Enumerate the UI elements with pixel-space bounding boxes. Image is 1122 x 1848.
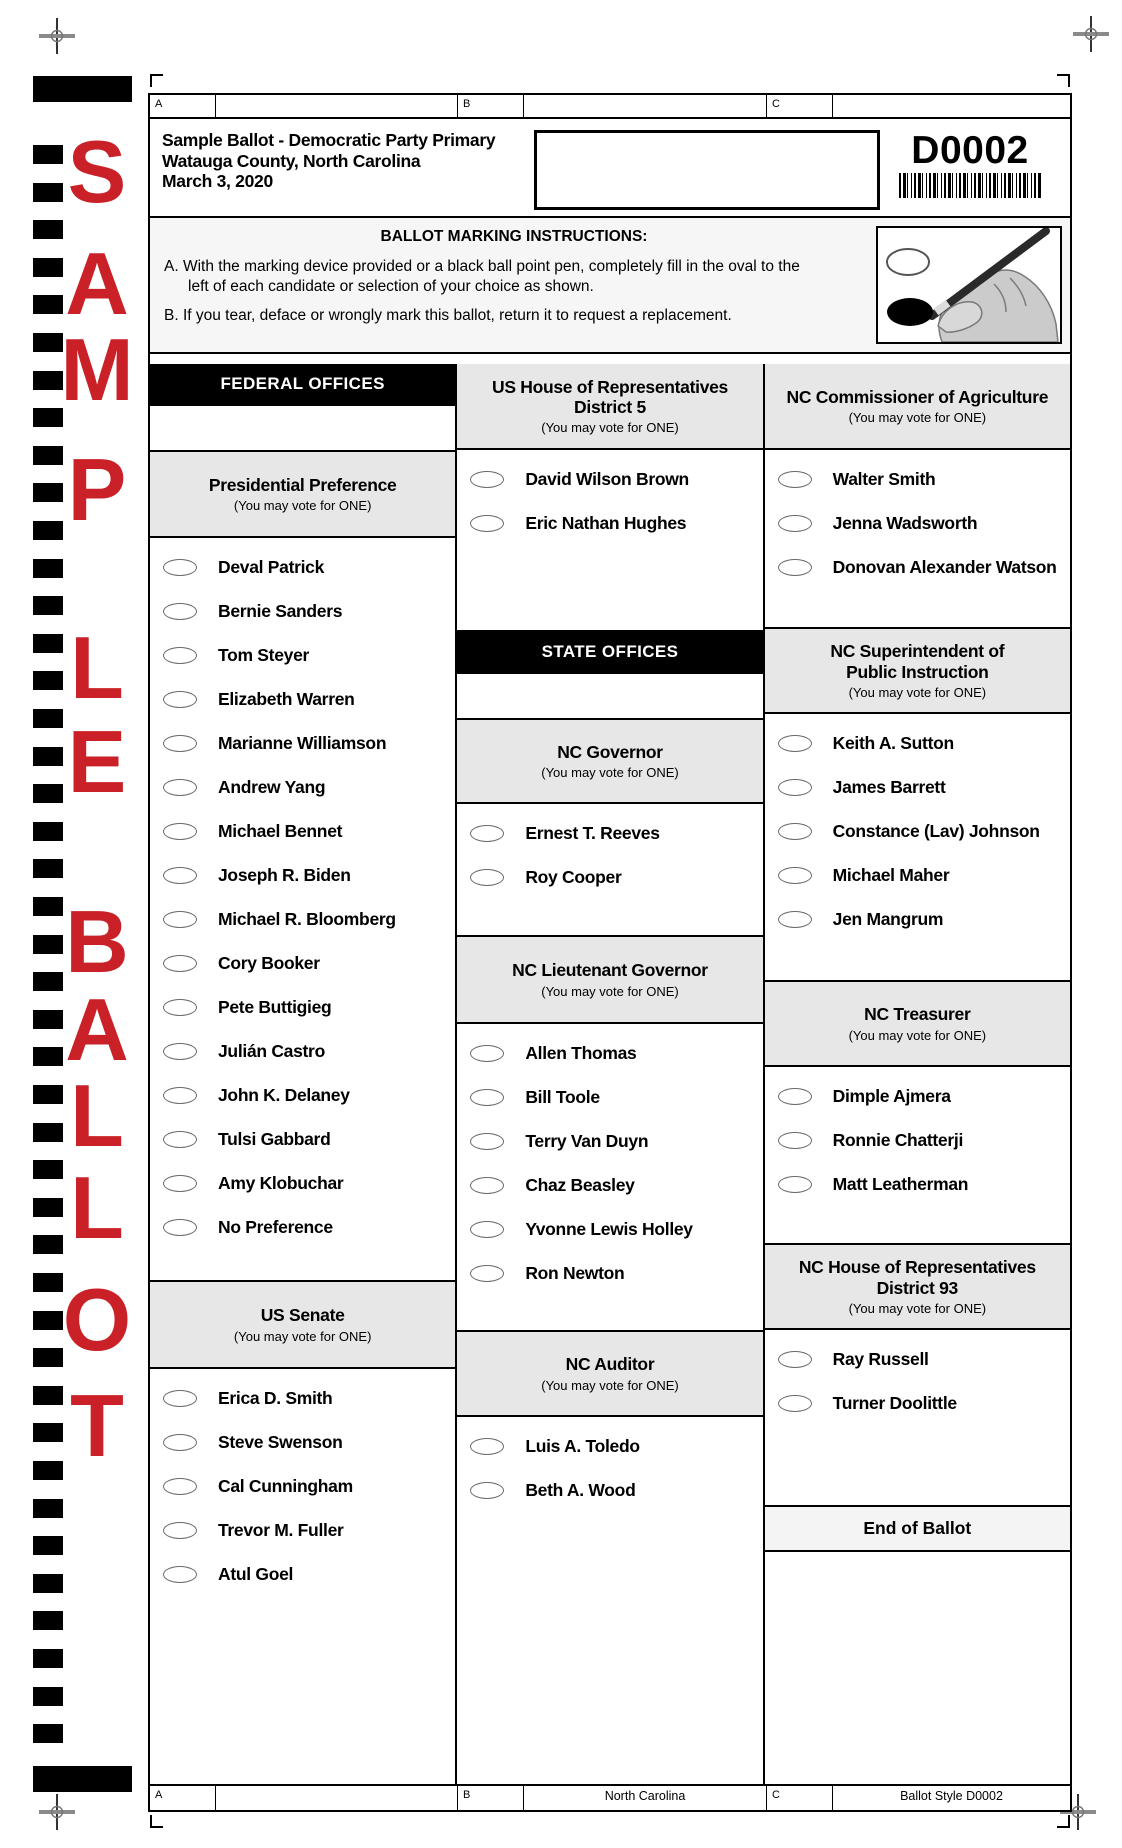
candidate-option[interactable] <box>457 1075 762 1119</box>
candidate-name: Constance (Lav) Johnson <box>832 820 1040 841</box>
ballot-oval[interactable] <box>778 1132 812 1149</box>
top-strip <box>150 95 1070 119</box>
instructions-text <box>164 224 876 348</box>
corner-mark-icon <box>150 74 163 87</box>
watermark-letter: A <box>65 234 127 333</box>
candidate-option[interactable] <box>150 1205 455 1249</box>
candidate-area <box>457 1024 762 1332</box>
ballot-oval[interactable] <box>163 1566 197 1583</box>
contest-header <box>457 1332 762 1417</box>
ballot-oval[interactable] <box>163 1390 197 1407</box>
registration-crosshair-icon <box>1073 16 1109 52</box>
ballot-oval[interactable] <box>778 1176 812 1193</box>
candidate-option[interactable] <box>150 545 455 589</box>
timing-mark <box>33 1123 63 1142</box>
candidate-name: Luis A. Toledo <box>525 1435 640 1456</box>
ballot-column <box>455 364 762 1784</box>
timing-mark <box>33 333 63 352</box>
timing-mark <box>33 220 63 239</box>
ballot-oval[interactable] <box>163 999 197 1016</box>
ballot-oval[interactable] <box>163 1522 197 1539</box>
ballot-oval[interactable] <box>470 1221 504 1238</box>
candidate-option[interactable] <box>150 765 455 809</box>
timing-mark <box>33 1273 63 1292</box>
contest-title: NC Governor <box>557 741 663 762</box>
ballot-oval[interactable] <box>778 515 812 532</box>
strip-cell <box>216 95 458 117</box>
candidate-option[interactable] <box>150 721 455 765</box>
ballot-oval[interactable] <box>778 779 812 796</box>
vote-for-note: (You may vote for ONE) <box>541 765 679 781</box>
vote-for-note: (You may vote for ONE) <box>233 498 372 514</box>
vote-for-note: (You may vote for ONE) <box>848 1300 987 1316</box>
candidate-option[interactable] <box>765 501 1070 545</box>
vote-for-note: (You may vote for ONE) <box>541 420 679 436</box>
candidate-name: Bill Toole <box>525 1086 600 1107</box>
candidate-option[interactable] <box>765 897 1070 941</box>
candidate-option[interactable] <box>150 1117 455 1161</box>
timing-mark <box>33 483 63 502</box>
candidate-name: Walter Smith <box>832 468 936 489</box>
section-header-bar <box>457 632 762 674</box>
contest-header <box>457 364 762 450</box>
empty-cell <box>150 406 455 452</box>
ballot-oval[interactable] <box>470 1265 504 1282</box>
ballot-oval[interactable] <box>163 1478 197 1495</box>
timing-mark <box>33 1724 63 1743</box>
ballot-oval[interactable] <box>163 1175 197 1192</box>
contest-title: NC Lieutenant Governor <box>512 960 708 981</box>
timing-mark <box>33 1499 63 1518</box>
candidate-name: Ron Newton <box>525 1262 625 1283</box>
candidate-option[interactable] <box>150 897 455 941</box>
candidate-area <box>457 450 762 632</box>
contest-grid <box>150 364 1070 1786</box>
candidate-name: Erica D. Smith <box>218 1387 333 1408</box>
ballot-oval[interactable] <box>778 1351 812 1368</box>
candidate-option[interactable] <box>457 457 762 501</box>
candidate-name: Amy Klobuchar <box>218 1172 344 1193</box>
registration-crosshair-icon <box>39 18 75 54</box>
candidate-option[interactable] <box>765 457 1070 501</box>
candidate-area <box>765 714 1070 982</box>
watermark-letter: E <box>67 712 125 811</box>
watermark-letter: O <box>62 1270 130 1369</box>
ballot-oval[interactable] <box>778 559 812 576</box>
candidate-name: Pete Buttigieg <box>218 996 332 1017</box>
timing-mark <box>33 1461 63 1480</box>
ballot-oval[interactable] <box>778 1395 812 1412</box>
ballot-title-line: Watauga County, North Carolina <box>162 150 421 171</box>
candidate-name: Keith A. Sutton <box>832 732 954 753</box>
ballot-oval[interactable] <box>163 559 197 576</box>
contest-title: US House of Representatives <box>491 376 728 397</box>
candidate-area <box>765 1330 1070 1507</box>
candidate-name: Jenna Wadsworth <box>832 512 978 533</box>
contest-title: District 5 <box>574 397 646 417</box>
section-header-label: STATE OFFICES <box>541 642 679 661</box>
candidate-name: Chaz Beasley <box>525 1174 635 1195</box>
candidate-area <box>457 1417 762 1784</box>
timing-mark <box>33 935 63 954</box>
contest-header <box>150 1282 455 1369</box>
ballot-oval[interactable] <box>470 1438 504 1455</box>
candidate-name: Cal Cunningham <box>218 1475 353 1496</box>
contest-title: NC Treasurer <box>864 1004 971 1025</box>
candidate-option[interactable] <box>765 721 1070 765</box>
contest-header <box>765 629 1070 714</box>
candidate-option[interactable] <box>765 545 1070 589</box>
barcode <box>899 173 1041 198</box>
ballot-oval[interactable] <box>470 1177 504 1194</box>
candidate-name: Michael Maher <box>832 864 950 885</box>
candidate-option[interactable] <box>150 941 455 985</box>
timing-mark <box>33 1536 63 1555</box>
corner-mark-icon <box>1057 74 1070 87</box>
candidate-name: Yvonne Lewis Holley <box>525 1218 693 1239</box>
ballot-oval[interactable] <box>163 1131 197 1148</box>
timing-mark <box>33 1160 63 1179</box>
watermark-letter: B <box>65 892 127 991</box>
ballot-oval[interactable] <box>778 867 812 884</box>
timing-mark <box>33 822 63 841</box>
vote-for-note: (You may vote for ONE) <box>541 1377 679 1393</box>
contest-title: NC Commissioner of Agriculture <box>786 386 1049 407</box>
watermark-letter: S <box>67 122 125 221</box>
candidate-option[interactable] <box>150 1464 455 1508</box>
section-header-label: FEDERAL OFFICES <box>220 374 385 393</box>
timing-mark <box>33 1235 63 1254</box>
candidate-name: Dimple Ajmera <box>832 1085 951 1106</box>
timing-mark <box>33 258 63 277</box>
watermark-letter: L <box>70 1158 122 1257</box>
ballot-oval[interactable] <box>163 955 197 972</box>
ballot-oval[interactable] <box>778 471 812 488</box>
ballot-title <box>162 130 534 216</box>
registration-crosshair-icon <box>39 1794 75 1830</box>
candidate-option[interactable] <box>150 1029 455 1073</box>
candidate-option[interactable] <box>150 1508 455 1552</box>
watermark-letter: T <box>70 1376 122 1475</box>
timing-mark <box>33 1611 63 1630</box>
candidate-name: John K. Delaney <box>218 1084 350 1105</box>
timing-mark <box>33 859 63 878</box>
contest-header <box>765 1245 1070 1330</box>
timing-mark <box>33 408 63 427</box>
ballot-oval[interactable] <box>778 823 812 840</box>
ballot-oval[interactable] <box>163 911 197 928</box>
timing-mark <box>33 1386 63 1405</box>
candidate-name: Joseph R. Biden <box>218 864 351 885</box>
end-of-ballot-label: End of Ballot <box>863 1518 972 1538</box>
candidate-name: David Wilson Brown <box>525 468 689 489</box>
contest-title: Public Instruction <box>846 661 989 682</box>
timing-mark <box>33 76 132 102</box>
ballot-oval[interactable] <box>470 825 504 842</box>
candidate-option[interactable] <box>765 1337 1070 1381</box>
strip-cell-a: A <box>150 1786 216 1810</box>
strip-cell <box>833 95 1070 117</box>
candidate-option[interactable] <box>765 765 1070 809</box>
marking-hand-illustration <box>876 226 1062 344</box>
contest-title: NC House of Representatives <box>798 1257 1036 1278</box>
timing-mark <box>33 596 63 615</box>
timing-mark <box>33 371 63 390</box>
candidate-option[interactable] <box>457 1119 762 1163</box>
candidate-name: Michael Bennet <box>218 820 343 841</box>
candidate-name: Matt Leatherman <box>832 1173 969 1194</box>
vote-for-note: (You may vote for ONE) <box>848 410 987 426</box>
ballot-column <box>150 364 455 1784</box>
candidate-area <box>150 538 455 1282</box>
candidate-option[interactable] <box>150 853 455 897</box>
candidate-name: Tom Steyer <box>218 644 310 665</box>
timing-mark <box>33 1687 63 1706</box>
candidate-name: Steve Swenson <box>218 1431 343 1452</box>
candidate-option[interactable] <box>150 589 455 633</box>
timing-mark <box>33 1085 63 1104</box>
timing-mark <box>33 183 63 202</box>
candidate-option[interactable] <box>457 1207 762 1251</box>
timing-mark <box>33 559 63 578</box>
spacer <box>150 354 1070 364</box>
ballot-oval[interactable] <box>163 735 197 752</box>
candidate-option[interactable] <box>457 1163 762 1207</box>
ballot-oval[interactable] <box>163 603 197 620</box>
ballot-oval[interactable] <box>163 779 197 796</box>
candidate-name: Atul Goel <box>218 1563 294 1584</box>
timing-mark <box>33 1766 132 1792</box>
candidate-option[interactable] <box>150 985 455 1029</box>
timing-mark <box>33 145 63 164</box>
timing-mark <box>33 1311 63 1330</box>
ballot-oval[interactable] <box>470 515 504 532</box>
candidate-name: Ernest T. Reeves <box>525 822 660 843</box>
candidate-name: Ronnie Chatterji <box>832 1129 964 1150</box>
strip-cell-c: C <box>767 95 833 117</box>
ballot-title-line: March 3, 2020 <box>162 171 273 192</box>
contest-header <box>765 982 1070 1067</box>
candidate-name: Allen Thomas <box>525 1042 637 1063</box>
watermark-letter: P <box>67 440 125 539</box>
candidate-option[interactable] <box>765 1118 1070 1162</box>
contest-header <box>765 364 1070 450</box>
candidate-option[interactable] <box>457 1424 762 1468</box>
candidate-name: Donovan Alexander Watson <box>832 556 1057 577</box>
candidate-name: Andrew Yang <box>218 776 326 797</box>
ballot-oval[interactable] <box>778 735 812 752</box>
candidate-name: Cory Booker <box>218 952 320 973</box>
candidate-area <box>457 804 762 937</box>
timing-mark <box>33 747 63 766</box>
ballot-oval[interactable] <box>470 1045 504 1062</box>
candidate-option[interactable] <box>150 809 455 853</box>
candidate-name: Trevor M. Fuller <box>218 1519 344 1540</box>
candidate-name: Bernie Sanders <box>218 600 343 621</box>
ballot-oval[interactable] <box>470 1133 504 1150</box>
timing-mark <box>33 1649 63 1668</box>
candidate-name: No Preference <box>218 1216 333 1237</box>
ballot-oval[interactable] <box>163 867 197 884</box>
strip-cell-b: B <box>458 1786 524 1810</box>
watermark-letter: A <box>65 980 127 1079</box>
candidate-name: Tulsi Gabbard <box>218 1128 331 1149</box>
candidate-option[interactable] <box>457 1251 762 1295</box>
ballot-code-block <box>880 130 1060 216</box>
strip-cell-b: B <box>458 95 524 117</box>
ballot-column <box>763 364 1070 1784</box>
timing-mark <box>33 1423 63 1442</box>
timing-mark <box>33 634 63 653</box>
ballot-header <box>150 119 1070 218</box>
timing-mark <box>33 972 63 991</box>
candidate-name: Beth A. Wood <box>525 1479 636 1500</box>
candidate-area <box>765 450 1070 629</box>
instruction-item-a: A. With the marking device provided or a black ball point pen, completely fill in the oval to the left of each candidate or selection of your choice as shown. <box>164 258 800 295</box>
candidate-option[interactable] <box>150 1073 455 1117</box>
candidate-option[interactable] <box>457 811 762 855</box>
timing-mark <box>33 1198 63 1217</box>
timing-mark <box>33 1574 63 1593</box>
watermark-letter: M <box>60 320 132 419</box>
candidate-option[interactable] <box>457 855 762 899</box>
ballot-style-label: Ballot Style D0002 <box>900 1789 1003 1803</box>
ballot-frame <box>148 93 1072 1812</box>
candidate-option[interactable] <box>150 1161 455 1205</box>
timing-mark <box>33 446 63 465</box>
candidate-name: Turner Doolittle <box>832 1392 957 1413</box>
ballot-oval[interactable] <box>163 691 197 708</box>
candidate-name: Elizabeth Warren <box>218 688 355 709</box>
candidate-option[interactable] <box>457 1031 762 1075</box>
ballot-marking-instructions <box>150 218 1070 354</box>
ballot-oval[interactable] <box>163 1087 197 1104</box>
candidate-option[interactable] <box>150 1420 455 1464</box>
contest-header <box>457 937 762 1024</box>
timing-mark <box>33 1047 63 1066</box>
vote-for-note: (You may vote for ONE) <box>541 983 679 999</box>
candidate-option[interactable] <box>765 809 1070 853</box>
state-label: North Carolina <box>524 1786 767 1810</box>
ballot-oval[interactable] <box>470 1482 504 1499</box>
vote-for-note: (You may vote for ONE) <box>233 1328 372 1344</box>
empty-cell <box>457 674 762 720</box>
candidate-option[interactable] <box>150 1552 455 1596</box>
candidate-name: Julián Castro <box>218 1040 325 1061</box>
ballot-oval[interactable] <box>163 1219 197 1236</box>
ballot-oval[interactable] <box>163 1434 197 1451</box>
ballot-oval[interactable] <box>778 1088 812 1105</box>
footer-strip <box>150 1786 1070 1810</box>
timing-mark <box>33 784 63 803</box>
contest-title: District 93 <box>876 1277 958 1298</box>
ballot-oval[interactable] <box>163 1043 197 1060</box>
candidate-name: James Barrett <box>832 776 946 797</box>
contest-title: NC Auditor <box>565 1354 655 1375</box>
candidate-name: Terry Van Duyn <box>525 1130 649 1151</box>
strip-cell <box>524 95 767 117</box>
candidate-name: Michael R. Bloomberg <box>218 908 396 929</box>
contest-title: NC Superintendent of <box>830 641 1005 662</box>
ballot-style-code: D0002 <box>911 129 1029 172</box>
vote-for-note: (You may vote for ONE) <box>848 1027 987 1043</box>
contest-header <box>150 452 455 538</box>
corner-mark-icon <box>150 1815 163 1828</box>
empty-cell <box>765 1552 1070 1784</box>
instruction-item-b: B. If you tear, deface or wrongly mark this ballot, return it to request a replacement. <box>164 306 732 324</box>
timing-mark <box>33 709 63 728</box>
candidate-name: Deval Patrick <box>218 556 325 577</box>
end-of-ballot-cell <box>765 1507 1070 1552</box>
strip-cell <box>216 1786 458 1810</box>
candidate-name: Eric Nathan Hughes <box>525 512 687 533</box>
ballot-oval[interactable] <box>470 471 504 488</box>
ballot-oval[interactable] <box>163 823 197 840</box>
strip-cell-a: A <box>150 95 216 117</box>
contest-title: US Senate <box>260 1305 345 1326</box>
corner-mark-icon <box>1057 1815 1070 1828</box>
contest-title: Presidential Preference <box>208 474 397 495</box>
timing-mark <box>33 1348 63 1367</box>
candidate-area <box>765 1067 1070 1245</box>
watermark-letter: L <box>70 618 122 717</box>
timing-mark <box>33 1010 63 1029</box>
candidate-name: Jen Mangrum <box>832 908 944 929</box>
timing-mark <box>33 897 63 916</box>
candidate-name: Ray Russell <box>832 1348 929 1369</box>
timing-mark <box>33 295 63 314</box>
candidate-option[interactable] <box>765 1162 1070 1206</box>
ballot-oval[interactable] <box>470 869 504 886</box>
candidate-option[interactable] <box>150 633 455 677</box>
timing-mark <box>33 521 63 540</box>
instructions-heading: BALLOT MARKING INSTRUCTIONS: <box>380 228 648 245</box>
candidate-option[interactable] <box>765 853 1070 897</box>
candidate-option[interactable] <box>150 677 455 721</box>
candidate-area <box>150 1369 455 1784</box>
candidate-option[interactable] <box>457 1468 762 1512</box>
header-blank-box <box>534 130 880 210</box>
ballot-oval[interactable] <box>778 911 812 928</box>
candidate-option[interactable] <box>150 1376 455 1420</box>
watermark-letter: L <box>70 1066 122 1165</box>
timing-mark <box>33 671 63 690</box>
ballot-oval[interactable] <box>163 647 197 664</box>
ballot-oval[interactable] <box>470 1089 504 1106</box>
contest-header <box>457 720 762 804</box>
strip-cell-c: C <box>767 1786 833 1810</box>
candidate-option[interactable] <box>765 1074 1070 1118</box>
section-header-bar <box>150 364 455 406</box>
candidate-name: Roy Cooper <box>525 866 622 887</box>
candidate-option[interactable] <box>457 501 762 545</box>
candidate-name: Marianne Williamson <box>218 732 387 753</box>
candidate-option[interactable] <box>765 1381 1070 1425</box>
vote-for-note: (You may vote for ONE) <box>848 684 987 700</box>
ballot-title-line: Sample Ballot - Democratic Party Primary <box>162 130 496 150</box>
